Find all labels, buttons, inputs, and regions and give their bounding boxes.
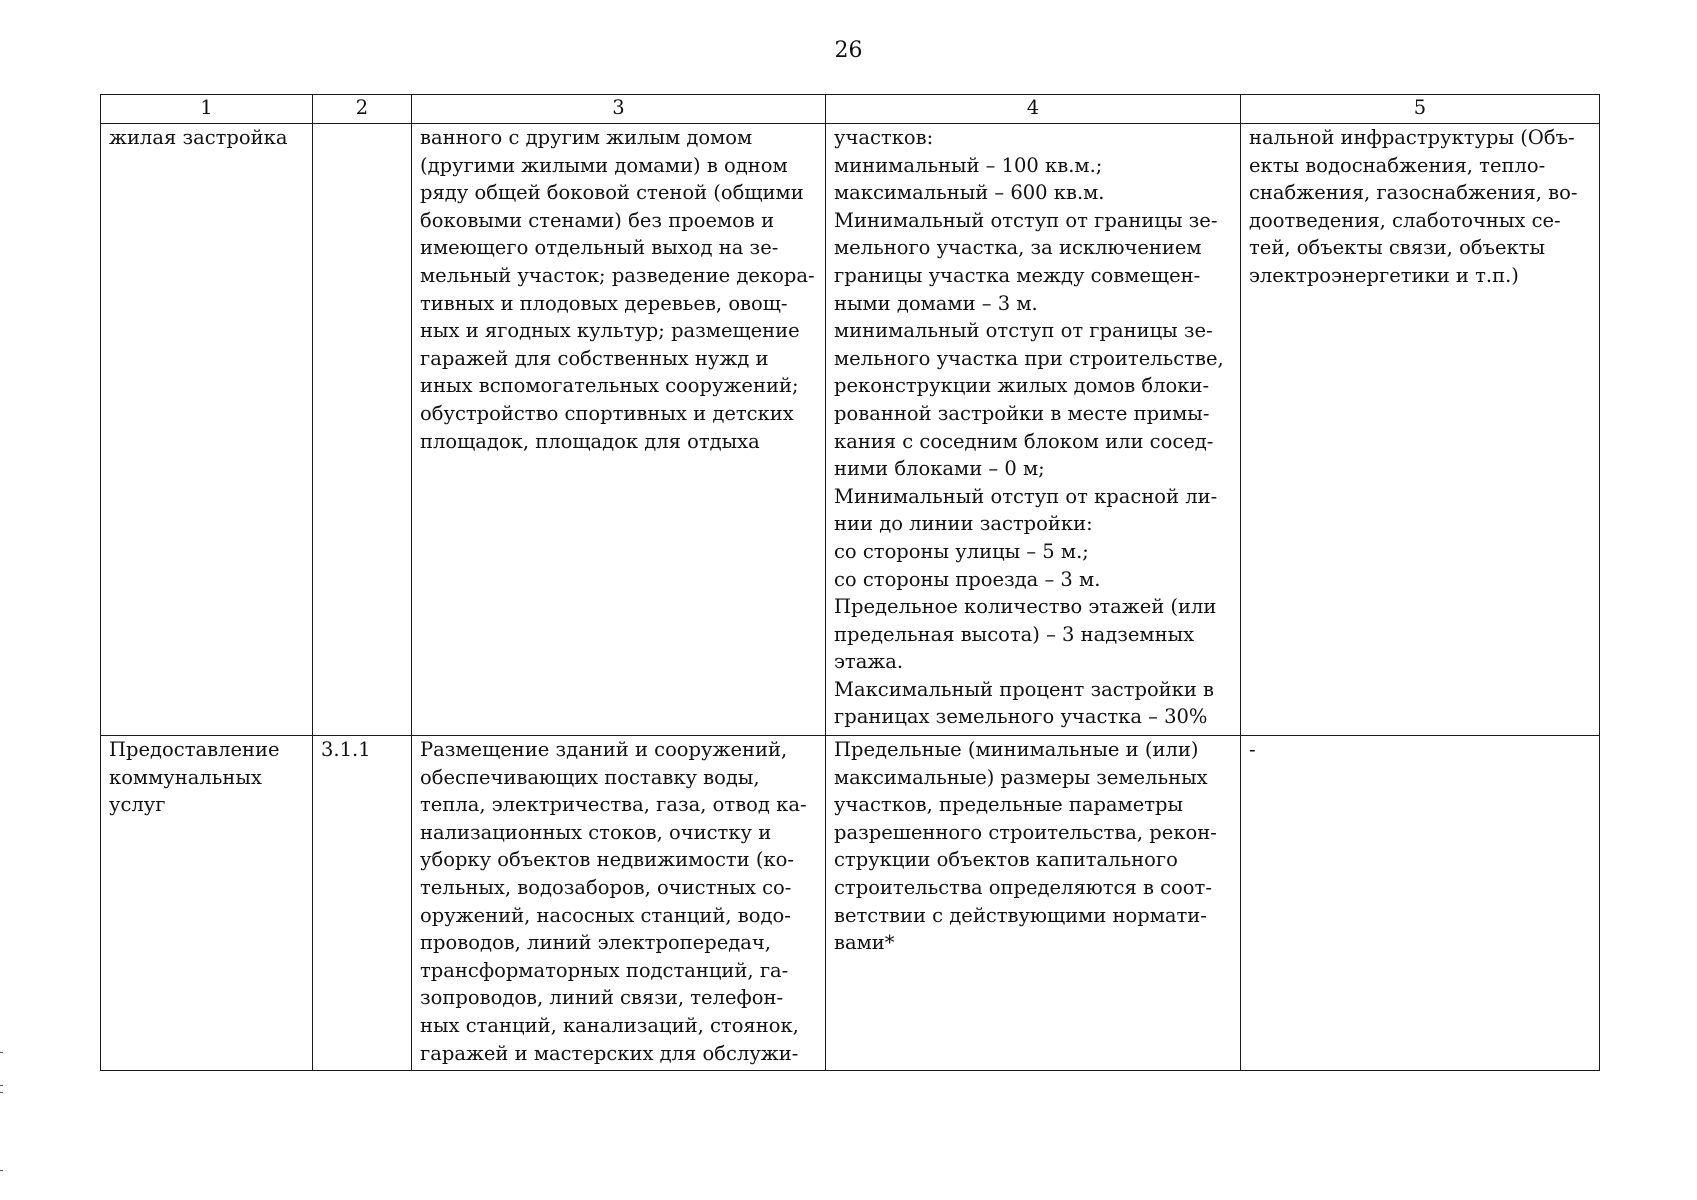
text-line: тивных и плодовых деревьев, овощ- (420, 291, 788, 315)
text-line: границах земельного участка – 30% (834, 705, 1208, 729)
text-line: 3.1.1 (321, 738, 371, 761)
table-row (101, 124, 1600, 736)
text-line: оружений, насосных станций, водо- (420, 903, 791, 927)
text-line: нии до линии застройки: (834, 512, 1093, 536)
text-line: иных вспомогательных сооружений; (420, 374, 799, 398)
text-line: участков: (834, 126, 934, 149)
text-line: тепла, электричества, газа, отвод ка- (420, 793, 807, 817)
text-line: ных станций, канализаций, стоянок, (420, 1013, 799, 1037)
text-line: услуг (109, 793, 166, 817)
text-line: струкции объектов капитального (834, 848, 1178, 872)
text-line: этажа. (834, 650, 904, 674)
text-line: жилая застройка (109, 126, 288, 149)
text-line: Максимальный процент застройки в (834, 677, 1215, 701)
land-use-name-cell (101, 736, 313, 1071)
text-line: Минимальный отступ от границы зе- (834, 208, 1218, 232)
parameters-cell (826, 736, 1241, 1071)
column-header-4: 4 (826, 95, 1241, 124)
text-line: Минимальный отступ от красной ли- (834, 484, 1218, 508)
text-line: строительства определяются в соот- (834, 875, 1212, 899)
text-line: ними блоками – 0 м; (834, 457, 1045, 481)
text-line: ными домами – 3 м. (834, 291, 1038, 315)
table-row (101, 736, 1600, 1071)
scan-margin-mark (0, 1085, 3, 1086)
text-line: (другими жилыми домами) в одном (420, 153, 788, 177)
text-line: обустройство спортивных и детских (420, 401, 794, 425)
text-line: минимальный – 100 кв.м.; (834, 153, 1103, 177)
text-line: мельного участка, за исключением (834, 236, 1202, 260)
text-line: боковыми стенами) без проемов и (420, 208, 775, 232)
land-use-code-cell (313, 736, 412, 1071)
text-line: проводов, линий электропередач, (420, 931, 771, 955)
text-line: максимальные) размеры земельных (834, 765, 1208, 789)
text-line: максимальный – 600 кв.м. (834, 181, 1105, 205)
land-use-code-cell (313, 124, 412, 736)
text-line: коммунальных (109, 765, 262, 789)
restrictions-cell (1241, 124, 1600, 736)
text-line: Размещение зданий и сооружений, (420, 738, 788, 761)
land-use-description-cell (412, 124, 826, 736)
text-line: реконструкции жилых домов блоки- (834, 374, 1210, 398)
column-header-2: 2 (313, 95, 412, 124)
text-line: со стороны улицы – 5 м.; (834, 539, 1089, 563)
text-line: ветствии с действующими нормати- (834, 903, 1207, 927)
text-line: Предельные (минимальные и (или) (834, 738, 1199, 761)
text-line: границы участка между совмещен- (834, 263, 1201, 287)
text-line: мельный участок; разведение декора- (420, 263, 815, 287)
scan-margin-mark (0, 1092, 3, 1093)
text-line: тей, объекты связи, объекты (1249, 236, 1545, 260)
text-line: электроэнергетики и т.п.) (1249, 263, 1519, 287)
text-line: нальной инфраструктуры (Объ- (1249, 126, 1575, 149)
text-line: мельного участка при строительстве, (834, 346, 1224, 370)
column-number-row (101, 95, 1600, 124)
column-header-3: 3 (412, 95, 826, 124)
text-line: кания с соседним блоком или сосед- (834, 429, 1214, 453)
column-header-1: 1 (101, 95, 313, 124)
text-line: Предоставление (109, 738, 280, 761)
text-line: ных и ягодных культур; размещение (420, 319, 800, 343)
land-use-description-cell (412, 736, 826, 1071)
scan-margin-mark (0, 1052, 3, 1053)
land-use-regulations-table (100, 94, 1600, 1071)
text-line: - (1249, 738, 1256, 761)
restrictions-cell (1241, 736, 1600, 1071)
text-line: разрешенного строительства, рекон- (834, 820, 1217, 844)
text-line: обеспечивающих поставку воды, (420, 765, 760, 789)
text-line: нализационных стоков, очистку и (420, 820, 772, 844)
text-line: снабжения, газоснабжения, во- (1249, 181, 1578, 205)
text-line: доотведения, слаботочных се- (1249, 208, 1561, 232)
text-line: предельная высота) – 3 надземных (834, 622, 1195, 646)
text-line: площадок, площадок для отдыха (420, 429, 760, 453)
text-line: рованной застройки в месте примы- (834, 401, 1210, 425)
scan-margin-mark (0, 1170, 3, 1171)
text-line: Предельное количество этажей (или (834, 595, 1217, 619)
text-line: ванного с другим жилым домом (420, 126, 753, 149)
text-line: уборку объектов недвижимости (ко- (420, 848, 795, 872)
text-line: участков, предельные параметры (834, 793, 1184, 817)
text-line: минимальный отступ от границы зе- (834, 319, 1213, 343)
page-number: 26 (834, 38, 863, 63)
text-line: гаражей для собственных нужд и (420, 346, 769, 370)
parameters-cell (826, 124, 1241, 736)
column-header-5: 5 (1241, 95, 1600, 124)
text-line: екты водоснабжения, тепло- (1249, 153, 1546, 177)
text-line: гаражей и мастерских для обслужи- (420, 1041, 799, 1065)
text-line: ряду общей боковой стеной (общими (420, 181, 804, 205)
text-line: зопроводов, линий связи, телефон- (420, 986, 784, 1010)
text-line: имеющего отдельный выход на зе- (420, 236, 779, 260)
text-line: трансформаторных подстанций, га- (420, 958, 789, 982)
land-use-name-cell (101, 124, 313, 736)
text-line: тельных, водозаборов, очистных со- (420, 875, 792, 899)
text-line: вами* (834, 931, 895, 955)
text-line: со стороны проезда – 3 м. (834, 567, 1101, 591)
